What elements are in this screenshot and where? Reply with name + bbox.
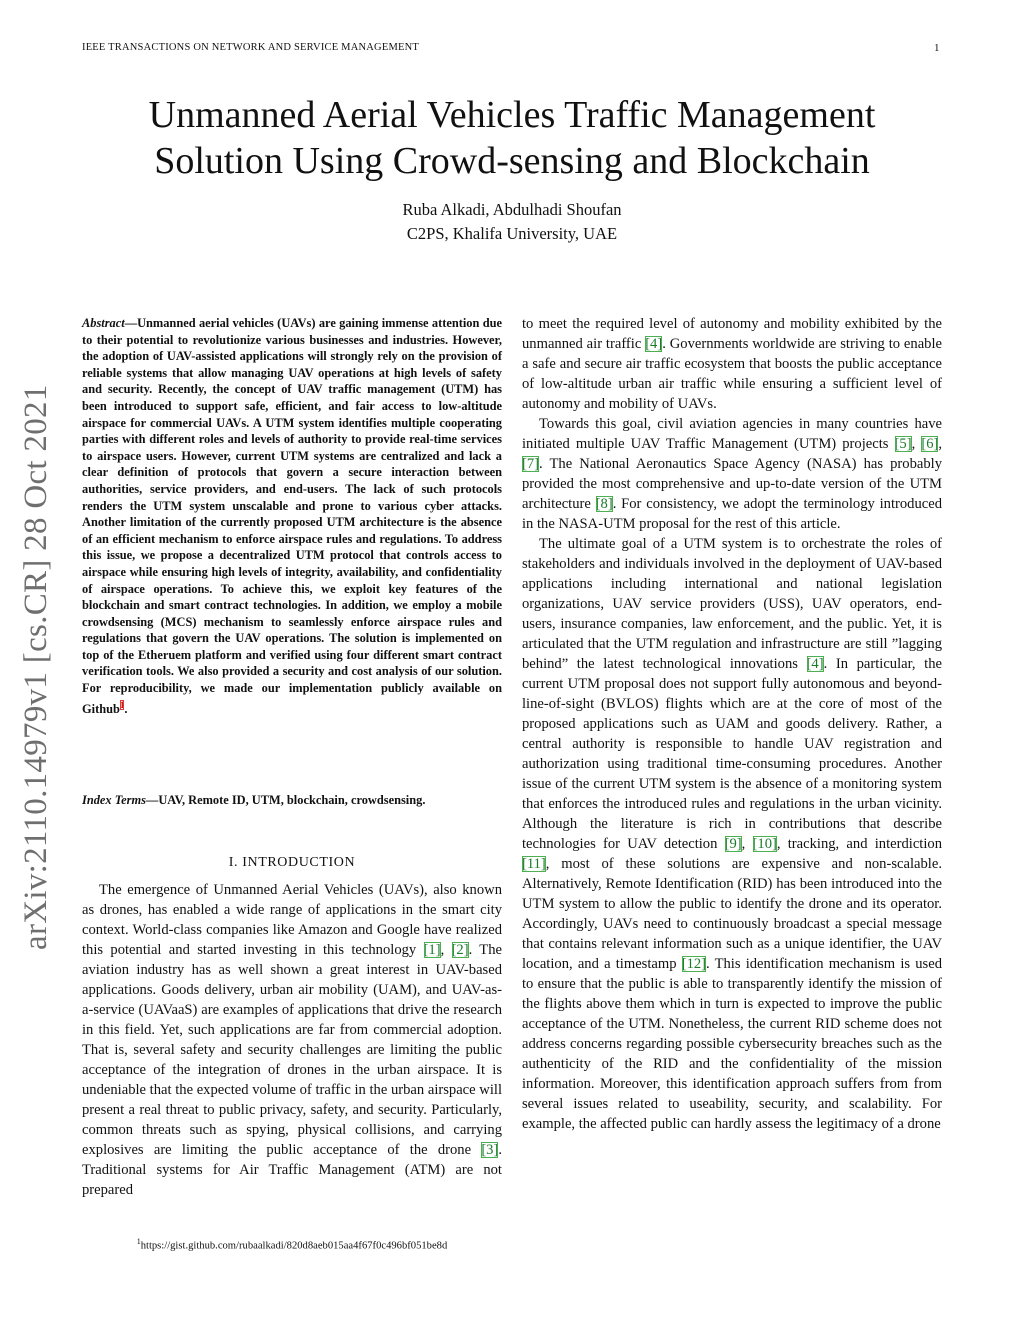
title-line-1: Unmanned Aerial Vehicles Traffic Management [148, 94, 876, 136]
title-line-2: Solution Using Crowd-sensing and Blockchain [154, 140, 870, 182]
paragraph: The emergence of Unmanned Aerial Vehicles (UAVs), also known as drones, has enabled a wide range of applications in the smart city context. World-class companies like Amazon and Google have realized this potential and started investing in this technology [1], [2]. The aviation industry has as well shown a great interest in UAV-based applications. Goods delivery, urban air mobility (UAM), and UAV-as-a-service (UAVaaS) are examples of applications that drive the research in this field. Yet, such applications are far from commercial adoption. That is, several safety and security challenges are limiting the public acceptance of the integration of drones in the urban airspace. It is undeniable that the expected volume of traffic in the urban airspace will present a real threat to public privacy, safety, and security. Particularly, common threats such as spying, physical collisions, and carrying explosives are limiting the public acceptance of the drone [3]. Traditional systems for Air Traffic Management (ATM) are not prepared [82, 882, 502, 1198]
footnote [82, 1237, 502, 1252]
citation-link[interactable]: [7] [522, 456, 540, 472]
abstract-label: Abstract [82, 316, 125, 330]
running-header: IEEE TRANSACTIONS ON NETWORK AND SERVICE MANAGEMENT [82, 42, 419, 53]
section-heading: I. INTRODUCTION [228, 855, 356, 870]
arxiv-stamp: arXiv:2110.14979v1 [cs.CR] 28 Oct 2021 [18, 384, 54, 950]
citation-link[interactable]: [8] [595, 496, 613, 512]
index-terms-text: —UAV, Remote ID, UTM, blockchain, crowdsensing. [145, 793, 426, 807]
abstract [82, 315, 502, 717]
citation-link[interactable]: [3] [481, 1142, 499, 1158]
author-block [80, 198, 944, 246]
citation-link[interactable]: [12] [681, 956, 707, 972]
intro-column-right [522, 314, 942, 1134]
intro-column-left [82, 880, 502, 1200]
paragraph: to meet the required level of autonomy and mobility exhibited by the unmanned air traffic [4]. Governments worldwide are striving to enable a safe and secure air traffic ecosystem that boosts the public acceptance of low-altitude urban air traffic while ensuring a sufficient level of autonomy and mobility of UAVs. [522, 316, 942, 412]
citation-link[interactable]: [4] [806, 656, 824, 672]
abstract-text: —Unmanned aerial vehicles (UAVs) are gaining immense attention due to their potential to revolutionize various businesses and industries. However, the adoption of UAV-assisted applications will strongly rely on the provision of reliable systems that allow managing UAV operations at high levels of safety and security. Recently, the concept of UAV traffic management (UTM) has been introduced to support safe, efficient, and fair access to low-altitude airspace for commercial UAVs. A UTM system identifies multiple cooperating parties with different roles and levels of authority to provide real-time services to airspace users. However, current UTM systems are centralized and lack a clear definition of protocols that govern a secure interaction between authorities, service providers, and end-users. The lack of such protocols renders the UTM system unscalable and prone to various cyber attacks. Another limitation of the currently proposed UTM architecture is the absence of an efficient mechanism to enforce airspace rules and regulations. To address this issue, we propose a decentralized UTM protocol that controls access to airspace while ensuring high levels of integrity, availability, and confidentiality of airspace operations. To achieve this, we exploit key features of the blockchain and smart contract technologies. In addition, we employ a mobile crowdsensing (MCS) mechanism to seamlessly enforce airspace rules and regulations that govern the UAV operations. The solution is implemented on top of the Etheruem platform and verified using four different smart contract verification tools. We also provided a security and cost analysis of our solution. For reproducibility, we made our implementation publicly available on Github [82, 316, 502, 716]
paragraph: The ultimate goal of a UTM system is to orchestrate the roles of stakeholders and individuals involved in the deployment of UAV-based applications including international and national legislation organizations, UAV service providers (USS), UAV operators, end-users, insurance companies, law enforcement, and the public. Yet, it is articulated that the UTM regulation and infrastructure are still ”lagging behind” the latest technological innovations [4]. In particular, the current UTM proposal does not support fully autonomous and beyond-line-of-sight (BVLOS) flights which are at the core of most of the proposed applications such as UAM and goods delivery. Rather, a central authority is responsible to handle UAV registration and authorization using traditional time-consuming procedures. Another issue of the current UTM system is the absence of a monitoring system that enforces the introduced rules and regulations in the urban vicinity. Although the literature is rich in contributions that describe technologies for UAV detection [9], [10], tracking, and interdiction [11], most of these solutions are expensive and non-scalable. Alternatively, Remote Identification (RID) has been introduced into the UTM system to allow the public to identify the drone and its operator. Accordingly, UAVs need to continuously broadcast a special message that contains relevant information such as a unique identifier, the UAV location, and a timestamp [12]. This identification mechanism is used to ensure that the public is able to transparently identify the mission of the flights above them which in turn is expected to improve the public acceptance of the UTM. Nonetheless, the current RID scheme does not address concerns regarding possible cybersecurity breaches such as the authenticity of the RID and the confidentiality of the mission information. Moreover, this identification approach suffers from from several issues related to useability, security, and scalability. For example, the affected public can hardly assess the legitimacy of a drone [522, 536, 943, 1132]
citation-link[interactable]: [1] [423, 942, 441, 958]
index-terms [82, 792, 502, 809]
index-terms-label: Index Terms [82, 793, 146, 807]
affiliation: C2PS, Khalifa University, UAE [406, 224, 618, 243]
citation-link[interactable]: [5] [894, 436, 912, 452]
footnote-link[interactable]: 1 [119, 699, 125, 710]
citation-link[interactable]: [10] [752, 836, 777, 852]
citation-link[interactable]: [11] [522, 856, 546, 872]
footnote-url[interactable]: https://gist.github.com/rubaalkadi/820d8aeb015aa4f67f0c496bf051be8d [140, 1240, 448, 1252]
citation-link[interactable]: [9] [724, 836, 742, 852]
citation-link[interactable]: [2] [451, 942, 469, 958]
abstract-end: . [124, 701, 128, 716]
authors: Ruba Alkadi, Abdulhadi Shoufan [402, 200, 622, 219]
paper-title [80, 92, 944, 184]
citation-link[interactable]: [4] [645, 336, 663, 352]
paragraph: Towards this goal, civil aviation agencies in many countries have initiated multiple UAV Traffic Management (UTM) projects [5], [6], [7]. The National Aeronautics Space Agency (NASA) has probably provided the most comprehensive and up-to-date version of the UTM architecture [8]. For consistency, we adopt the terminology introduced in the NASA-UTM proposal for the rest of this article. [522, 416, 943, 532]
citation-link[interactable]: [6] [921, 436, 939, 452]
footnote-mark: 1 [136, 1237, 141, 1246]
page-number: 1 [934, 42, 940, 54]
